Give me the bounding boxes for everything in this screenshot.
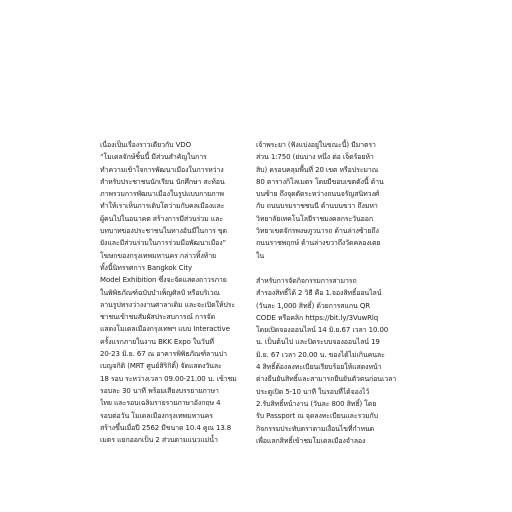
text-line: CODE หรือคลิก https://bit.ly/3VuwRlq: [256, 313, 379, 322]
text-line: บทบาทของประชาชนในทางอันมีในการ ขุด: [100, 227, 227, 236]
text-line: โฆษกของกรุงเทพมหานคร กล่าวทิ้งท้าย: [100, 251, 217, 260]
text-line: รับ Passport ณ จุดลงทะเบียนและรวมกับ: [256, 412, 379, 421]
text-line: ทำความเข้าใจการพัฒนาเมืองในการหว่าง: [100, 165, 224, 174]
text-line: ลานรูปทรงว่างงานศาลาเดิม และจะเปิดให้ประ: [100, 300, 236, 309]
text-line: สำรองสิทธิ์ได้ 2 วิธี คือ 1.จองสิทธิ์ออนไลน์: [256, 289, 382, 298]
text-line: 2.รับสิทธิ์หน้างาน (วันละ 800 สิทธิ์) โดย: [256, 399, 377, 408]
text-line: กับ ถนนบรมราชชนนี ด้านบนขวา ถึงมหา: [256, 202, 378, 211]
text-line: เพื่อแลกสิทธิ์เข้าชมโมเดลเมืองจำลอง: [256, 436, 366, 445]
text-line: โดยเปิดจองออนไลน์ 14 มิ.ย.67 เวลา 10.00: [256, 326, 389, 335]
text-line: ต่างยืนยันสิทธิ์และสามารถยืนยันตัวตนก่อนเวลา: [256, 375, 397, 384]
text-line: สำหรับประชาชนนักเรียน นักศึกษา สะท้อน: [100, 177, 225, 186]
text-line: (วันละ 1,000 สิทธิ์) ด้วยการสแกน QR: [256, 301, 371, 310]
article-column-left: [100, 139, 255, 446]
text-line: วิทยาเขตจักรพงษภูวนารถ ด้านล่างซ้ายถึง: [256, 227, 379, 236]
right-paragraph-1: [256, 139, 411, 262]
text-line: ยังและมีส่วนร่วมในการร่วมมือพัฒนาเมือง”: [100, 239, 227, 248]
text-line: ประตูเปิด 5-10 นาที ในรอบที่ได้จองไว้: [256, 387, 370, 396]
text-line: สิบ) ครอบคลุมพื้นที่ 20 เขต หรือประมาณ: [256, 165, 379, 174]
text-line: กิจกรรมประทับตราตามเงื่อนไขที่กำหนด: [256, 424, 375, 433]
text-line: ผู้คนไปในอนาคต สร้างการมีส่วนร่วม และ: [100, 214, 224, 223]
right-paragraph-2: [256, 275, 411, 447]
text-line: สร้างขึ้นเมื่อปี 2562 มีขนาด 10.4 คูณ 13.8: [100, 423, 232, 432]
text-line: รอบต่อวัน โมเดลเมืองกรุงเทพมหานคร: [100, 411, 213, 420]
text-line: บนซ้าย ถึงจุดตัดระหว่างถนนจรัญสนิทวงศ์: [256, 190, 380, 199]
text-line: 80 ตารางกิโลเมตร โดยมีขอบเขตดังนี้ ด้าน: [256, 177, 384, 186]
text-line: ถนนราชพฤกษ์ ด้านล่างขวาถึงวัดคลองเตย: [256, 239, 381, 248]
text-line: “โมเดลจักษ์ชิ้นนี้ มีส่วนสำคัญในการ: [100, 153, 207, 162]
article-column-right: [256, 139, 411, 447]
text-line: Model Exhibition ซึ่งจะจัดแสดงถาวรภาย: [100, 276, 227, 285]
text-line: รอบละ 30 นาที พร้อมเสียงบรรยายภาษา: [100, 386, 219, 395]
paragraph-gap: [256, 262, 411, 275]
text-line: แสดงโมเดลเมืองกรุงเทพฯ แบบ Interactive: [100, 325, 230, 334]
text-line: ใน: [256, 251, 265, 260]
text-line: ชาชนเข้าชมสัมผัสประสบการณ์ การจัด: [100, 313, 216, 322]
text-line: ทำให้เราเห็นการเติบโตว่ามกับคลเมืองและ: [100, 202, 225, 211]
text-line: ทั้งนี้นิทรรศการ Bangkok City: [100, 263, 192, 272]
text-line: วิทยาลัยเทคโนโลยีราชมงคลกระวันออก: [256, 214, 374, 223]
text-line: ส่วน 1:750 (ย่นบาง หนึ่ง ต่อ เจ็ดร้อยห้า: [256, 153, 374, 162]
text-line: น. เป็นต้นไป และปิดระบบจองออนไลน์ 19: [256, 338, 380, 347]
text-line: 4 สิทธิ์ต้องลงทะเบียนเรียบร้อยให้แสดงหน้า: [256, 363, 382, 372]
text-line: เนื่องเป็นเรื่องราวเดียวกับ VDO: [100, 141, 191, 149]
text-line: เมตร แยกออกเป็น 2 ส่วนตามแนวแม่น้ำ: [100, 436, 218, 445]
text-line: เบญจกิติ (MRT ศูนย์สิริกิติ์) จัดแสดงวันละ: [100, 362, 222, 371]
text-line: มิ.ย. 67 เวลา 20.00 น. ของได้ไม่เกินคนละ: [256, 350, 385, 359]
text-line: เจ้าพระยา (ฟังแบ่งอยู่ในขณะนี้) มีมาตรา: [256, 141, 376, 149]
text-line: 20-23 มิ.ย. 67 ณ อาคารพิพิธภัณฑ์ลานปา: [100, 350, 227, 359]
text-line: ไทย และรอบเฉลิมรายรายภาษาอังกฤษ 4: [100, 399, 221, 408]
text-line: ภาพรวมการพัฒนาเมืองในรูปแบบกายภาพ: [100, 190, 224, 199]
text-line: ในพิพิธภัณฑ์ฉบับบำเพ็ญศิลป์ หรือบริเวณ: [100, 288, 220, 297]
text-line: ครั้งแรกภายในงาน BKK Expo ในวันที่: [100, 337, 214, 346]
text-line: สำหรับการจัดกิจกรรมการสามารถ: [256, 276, 357, 285]
text-line: 18 รอบ ระหว่างเวลา 09.00-21.00 น. เข้าชม: [100, 374, 237, 383]
